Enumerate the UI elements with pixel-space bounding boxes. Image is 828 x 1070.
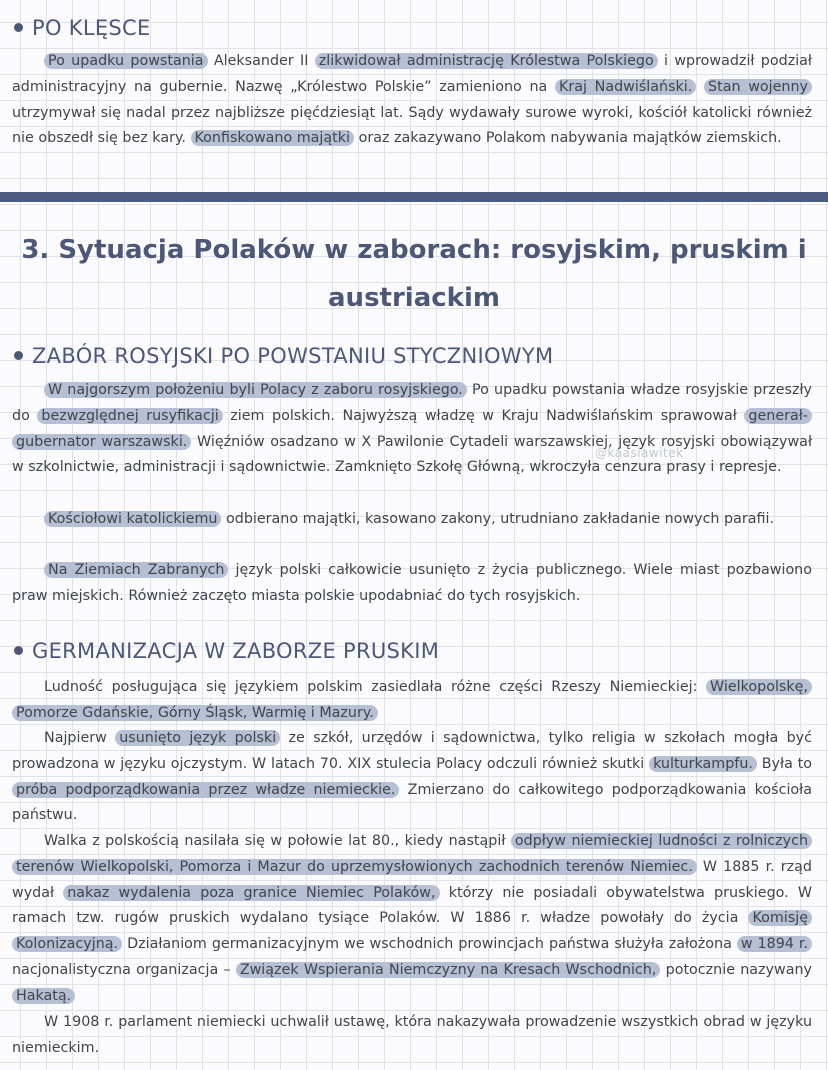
text-run: Była to: [756, 755, 812, 772]
text-run: W 1885 r. rząd wydał: [12, 858, 812, 901]
section-divider: [0, 192, 828, 202]
section-heading-po-klesce: [14, 16, 151, 40]
heading-text: GERMANIZACJA W ZABORZE PRUSKIM: [32, 639, 440, 663]
paragraph-rosyjski-2: [12, 507, 812, 533]
text-run: którzy nie posiadali obywatelstwa pruskiego. W ramach tzw. rugów pruskich wydalano tysiące Polaków. W 1886 r. władze powołały do życia: [12, 884, 812, 927]
highlighted-phrase: generał-gubernator warszawski.: [12, 408, 812, 450]
heading-text: PO KLĘSCE: [32, 16, 151, 40]
text-run: Aleksander II: [207, 53, 315, 69]
highlighted-phrase: Komisję Kolonizacyjną.: [12, 910, 812, 952]
watermark: @kaasiawitek: [595, 446, 684, 460]
text-run: Walka z polskością nasilała się w połowie lat 80., kiedy nastąpił: [44, 833, 511, 849]
text-run: Więźniów osadzano w X Pawilonie Cytadeli warszawskiej, język rosyjski obowiązywał w szkolnictwie, administracji i sądownictwie. Zamknięto Szkołę Główną, wkroczyła cenzura prasy i represje.: [12, 433, 813, 476]
heading-text: ZABÓR ROSYJSKI PO POWSTANIU STYCZNIOWYM: [32, 344, 554, 368]
paragraph-pruski-1: [12, 675, 812, 727]
text-run: język polski całkowicie usunięto z życia publicznego. Wiele miast pozbawiono praw miejskich. Również zaczęto miasta polskie upodabniać do tych rosyjskich.: [12, 562, 812, 604]
paragraph-rosyjski-1: [12, 378, 812, 481]
bullet-icon: [14, 23, 23, 32]
highlighted-phrase: Wielkopolskę, Pomorze Gdańskie, Górny Śląsk, Warmię i Mazury.: [12, 679, 812, 721]
page-title: 3. Sytuacja Polaków w zaborach: rosyjskim, pruskim i austriackim: [21, 235, 807, 313]
section-heading-zabor-rosyjski: [14, 344, 553, 368]
text-run: W 1908 r. parlament niemiecki uchwalił ustawę, która nakazywała prowadzenie wszystkich obrad w języku niemieckim.: [12, 1014, 812, 1056]
text-run: Najpierw: [44, 730, 116, 746]
text-run: Działaniom germanizacyjnym we wschodnich prowincjach państwa służyła założona: [122, 936, 737, 953]
highlighted-phrase: Po upadku powstania: [44, 53, 208, 69]
highlighted-phrase: próba podporządkowania przez władze niemieckie.: [12, 782, 399, 798]
highlighted-phrase: Związek Wspierania Niemczyzny na Kresach Wschodnich,: [236, 962, 661, 978]
bullet-icon: [14, 351, 23, 360]
text-run: Po upadku powstania władze rosyjskie przeszły do: [12, 382, 812, 424]
highlighted-phrase: nakaz wydalenia poza granice Niemiec Polaków,: [63, 885, 439, 901]
highlighted-phrase: Kościołowi katolickiemu: [44, 511, 221, 527]
text-run: Zmierzano do całkowitego podporządkowania kościoła państwu.: [12, 781, 812, 824]
text-run: nacjonalistyczna organizacja –: [12, 961, 236, 978]
highlighted-phrase: Stan wojenny: [704, 79, 812, 95]
paragraph-pruski-3: [12, 829, 812, 1010]
text-run: utrzymywał się nadal przez najbliższe pięćdziesiąt lat. Sądy wydawały surowe wyroki, kościół katolicki również nie obszedł się bez kary.: [12, 104, 812, 147]
paragraph-po-klesce: [12, 49, 812, 152]
highlighted-phrase: Na Ziemiach Zabranych: [44, 562, 228, 578]
highlighted-phrase: bezwzględnej rusyfikacji: [37, 408, 222, 424]
highlighted-phrase: W najgorszym położeniu byli Polacy z zaboru rosyjskiego.: [44, 382, 467, 398]
highlighted-phrase: zlikwidował administrację Królestwa Polskiego: [315, 53, 658, 69]
text-run: odbierano majątki, kasowano zakony, utrudniano zakładanie nowych parafii.: [221, 511, 775, 527]
highlighted-phrase: usunięto język polski: [115, 730, 280, 746]
highlighted-phrase: Konfiskowano majątki: [191, 130, 355, 146]
section-heading-zabor-pruski: [14, 639, 439, 663]
text-run: i wprowadził podział administracyjny na gubernie. Nazwę „Królestwo Polskie” zamieniono na: [12, 53, 812, 95]
paragraph-pruski-2: [12, 726, 812, 829]
text-run: potocznie nazywany: [660, 961, 812, 978]
highlighted-phrase: Hakatą.: [12, 988, 75, 1004]
text-run: oraz zakazywano Polakom nabywania majątków ziemskich.: [354, 130, 782, 147]
text-run: ziem polskich. Najwyższą władzę w Kraju Nadwiślańskim sprawował: [222, 407, 745, 424]
text-run: Ludność posługująca się językiem polskim zasiedlała różne części Rzeszy Niemieckiej:: [44, 679, 707, 695]
text-run: [696, 79, 704, 95]
text-run: ze szkół, urzędów i sądownictwa, tylko religia w szkołach mogła być prowadzona w języku ojczystym. W latach 70. XIX stulecia Polacy odczuli również skutki: [12, 730, 812, 772]
paragraph-rosyjski-3: [12, 558, 812, 610]
highlighted-phrase: kulturkampfu.: [649, 756, 757, 772]
highlighted-phrase: Kraj Nadwiślański.: [555, 79, 696, 95]
highlighted-phrase: w 1894 r.: [737, 936, 812, 952]
bullet-icon: [14, 646, 23, 655]
highlighted-phrase: odpływ niemieckiej ludności z rolniczych terenów Wielkopolski, Pomorza i Mazur do uprzemysłowionych zachodnich terenów Niemiec.: [12, 833, 812, 875]
paragraph-pruski-4: [12, 1010, 812, 1062]
